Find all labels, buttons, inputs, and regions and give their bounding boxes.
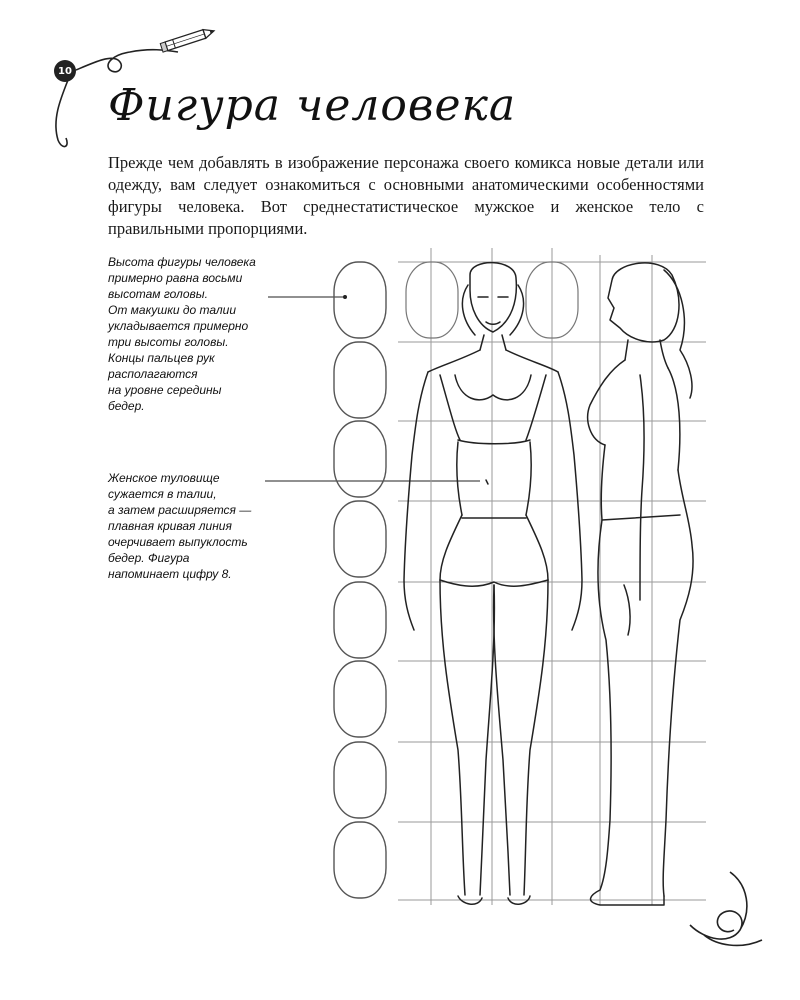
leader-dot-height <box>343 295 347 299</box>
page-title: Фигура человека <box>108 80 517 131</box>
head-units-column <box>334 262 386 898</box>
side-view-figure <box>588 263 693 905</box>
note-female-torso: Женское туловище сужается в талии, а затем расширяется — плавная кривая линия очерчивает выпуклость бедер. Фигура напоминает цифру 8. <box>108 471 252 581</box>
page-number-badge: 10 <box>54 60 76 82</box>
intro-paragraph: Прежде чем добавлять в изображение персонажа своего комикса новые детали или одежду, вам следует ознакомиться с основными анатомическими особенностями фигуры человека. Вот среднестатистическое мужское и женское тело с правильными пропорциями. <box>108 153 704 238</box>
proportion-grid <box>398 248 706 905</box>
note-figure-height: Высота фигуры человека примерно равна восьми высотам головы. От макушки до талии укладывается примерно три высоты головы. Концы пальцев рук располагаются на уровне середины бедер. <box>108 255 256 413</box>
